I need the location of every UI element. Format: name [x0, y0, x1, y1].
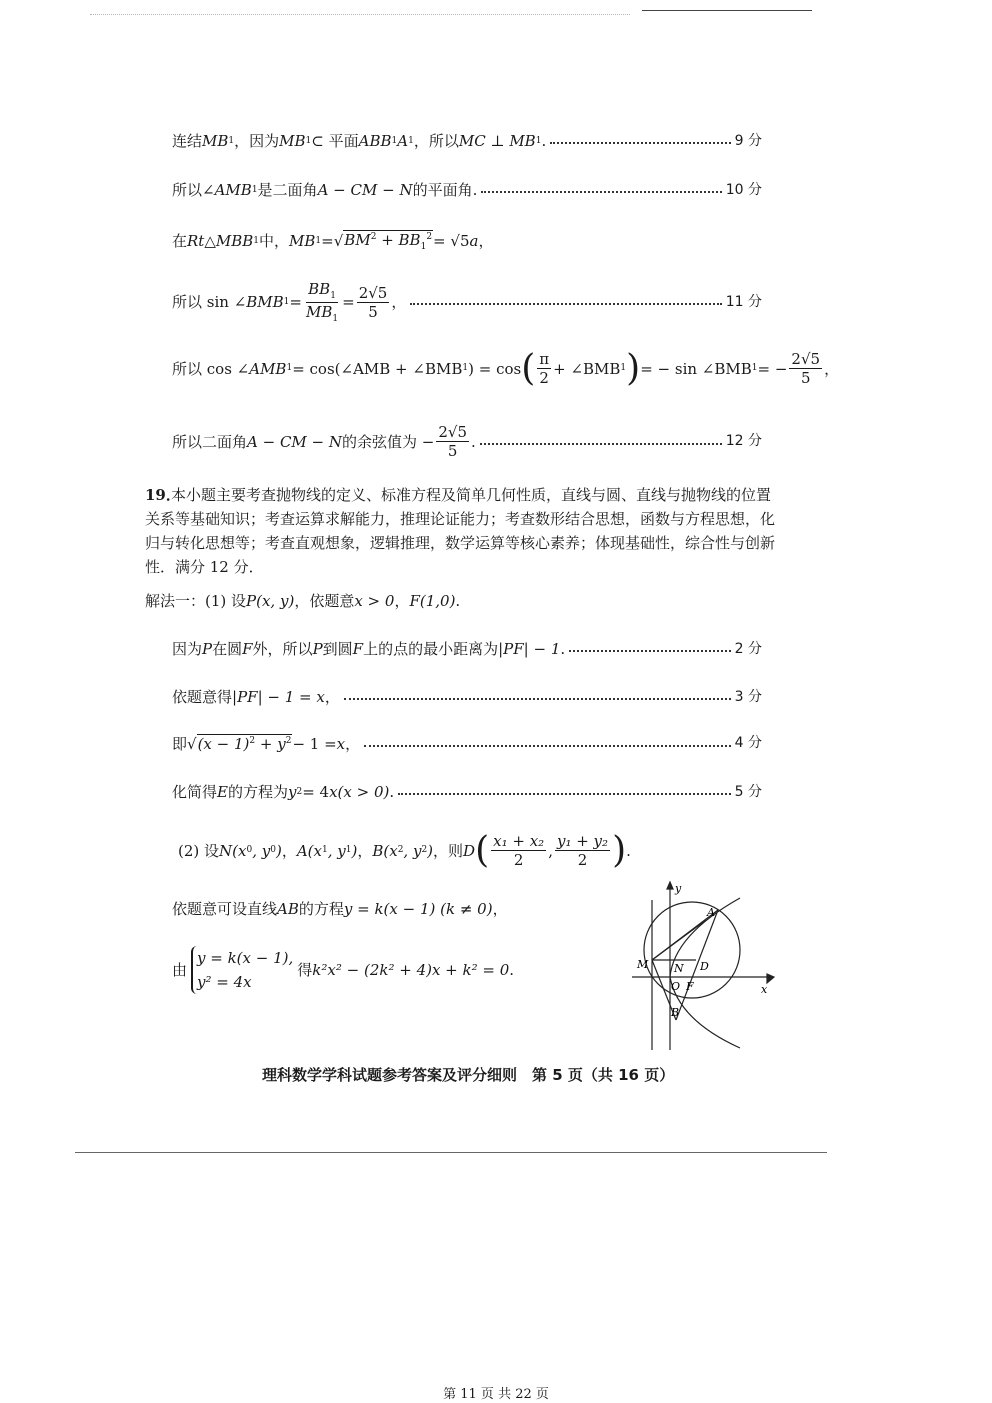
sub: 1: [305, 135, 312, 146]
sub: 1: [462, 363, 469, 374]
segment-md: [652, 920, 706, 960]
step-line-cosine-value: [172, 423, 762, 460]
math: MC ⊥ MB: [458, 132, 536, 150]
text: ，: [391, 293, 407, 312]
denominator: 2: [539, 369, 549, 387]
denominator: MB: [305, 302, 333, 321]
leader-dots: [398, 793, 730, 795]
text: .: [560, 640, 566, 658]
math: |PF| − 1 = x: [232, 688, 325, 706]
fraction: [436, 423, 469, 460]
score-label: 4 分: [734, 735, 762, 752]
text: 所以: [172, 181, 203, 199]
left-paren: (: [521, 347, 536, 389]
label-x: x: [761, 983, 768, 996]
math: D: [463, 841, 476, 860]
sup: 2: [426, 232, 433, 242]
math: MB: [202, 132, 229, 150]
solution-system: [172, 946, 514, 994]
text: .: [509, 961, 515, 979]
score-label: 9 分: [734, 132, 762, 149]
sqrt-body: [343, 230, 433, 253]
score-label: 3 分: [734, 688, 762, 705]
math: k²x² − (2k² + 4)x + k² = 0: [312, 961, 510, 979]
bottom-scan-edge: [75, 1152, 827, 1153]
fraction: [304, 280, 340, 325]
text: ) = cos: [468, 359, 522, 378]
sub: 1: [391, 135, 398, 146]
text: = −: [757, 359, 788, 378]
numerator: 2√5: [358, 283, 388, 302]
sup: 2: [249, 736, 256, 746]
text: .: [389, 783, 395, 801]
label-m: M: [637, 958, 649, 971]
math: A − CM − N: [317, 181, 413, 199]
math: N(x: [219, 841, 247, 860]
top-scan-edge: [642, 10, 812, 11]
text: ，依题意: [294, 592, 355, 610]
math: F: [242, 640, 253, 658]
math: BM: [344, 231, 371, 249]
sub: 1: [330, 291, 336, 301]
equation: y² = 4x: [197, 973, 252, 991]
math: P(x, y): [246, 592, 295, 610]
text: 的方程为: [227, 783, 288, 801]
text: 在圆: [212, 640, 243, 658]
math: , y: [252, 841, 271, 860]
text: 是二面角: [257, 181, 318, 199]
text: ，则: [433, 841, 464, 860]
math: P: [312, 640, 323, 658]
text: 的平面角.: [412, 181, 478, 199]
fraction: [537, 350, 551, 387]
text: ，: [281, 841, 297, 860]
solution-condition: [172, 688, 762, 706]
step-line-dihedral: [172, 181, 762, 199]
text: 依题意得: [172, 688, 233, 706]
leader-dots: [569, 650, 730, 652]
text: ，: [478, 232, 494, 251]
leader-dots: [410, 303, 721, 305]
text: ，: [824, 359, 840, 378]
numerator: y₁ + y₂: [556, 832, 609, 850]
math: , y: [327, 841, 346, 860]
solution-line-ab: [172, 900, 508, 918]
math: x(x > 0): [329, 783, 390, 801]
step-line-rt-triangle: [172, 230, 493, 253]
equation: y = k(x − 1),: [197, 949, 294, 967]
text: ，所以: [413, 132, 459, 150]
question-19-description: [145, 483, 785, 579]
sub: 1: [251, 184, 258, 195]
math: Rt△MBB: [187, 232, 254, 251]
score-label: 5 分: [734, 783, 762, 800]
math: B(x: [372, 841, 398, 860]
solution-part2-setup: (2) 设 N(x 0 , y 0 ) ， A(x 1 , y 1 ) ， B(x 2 , y 2 ) ，则 D ( $\frac{\text{x₁ + x₂}}{2}$ , $\frac{\text{y₁ + y₂}}{2}$ ) .: [178, 829, 631, 871]
sub: 1: [315, 236, 322, 246]
text: 即: [172, 734, 188, 753]
leader-dots: [480, 443, 722, 445]
sub: 1: [283, 296, 290, 307]
sub: 2: [397, 845, 404, 856]
page-number: 第 11 页 共 22 页: [443, 1387, 549, 1402]
text: 外，所以: [252, 640, 313, 658]
sqrt-body: [197, 734, 293, 753]
sub: 1: [420, 242, 427, 252]
label-f: F: [686, 980, 694, 993]
text: 上的点的最小距离为: [363, 640, 499, 658]
math: A − CM − N: [247, 432, 343, 451]
leader-dots: [481, 191, 721, 193]
sub: 1: [620, 363, 627, 374]
question-number: 19．: [145, 486, 181, 504]
math: MB: [289, 232, 316, 251]
text: 因为: [172, 640, 203, 658]
text: 的余弦值为 −: [342, 432, 435, 451]
denominator: 2: [577, 851, 588, 869]
text: =: [321, 232, 334, 251]
numerator: BB: [308, 280, 331, 298]
leader-dots: [344, 698, 731, 700]
text: (2) 设: [178, 841, 220, 860]
label-n: N: [674, 962, 684, 975]
text: .: [626, 841, 631, 860]
text: − 1 =: [292, 734, 337, 753]
text: 所以二面角: [172, 432, 248, 451]
sub: 1: [408, 135, 414, 146]
leader-dots: [364, 745, 730, 747]
math: A(x: [296, 841, 322, 860]
text: =: [289, 293, 302, 312]
text: ，: [357, 841, 373, 860]
score-label: 11 分: [725, 293, 762, 310]
sub: 0: [246, 845, 253, 856]
text: =: [342, 293, 355, 312]
numerator: 2√5: [438, 423, 468, 441]
sub: 1: [228, 135, 235, 146]
sqrt-symbol: √: [333, 232, 344, 251]
math: x > 0: [354, 592, 395, 610]
y-axis-arrow: [667, 882, 673, 889]
text: 化简得: [172, 783, 218, 801]
right-paren: ): [626, 347, 641, 389]
text: ，: [324, 688, 340, 706]
question-text: 本小题主要考查抛物线的定义、标准方程及简单几何性质，直线与圆、直线与抛物线的位置关系等基础知识；考查运算求解能力，推理论证能力；考查数形结合思想，函数与方程思想，化归与转化思想等；考查直观想象，逻辑推理，数学运算等核心素养；体现基础性，综合性与创新性．满分 12 分．: [145, 486, 776, 576]
math: F(1,0): [409, 592, 456, 610]
sub: 1: [332, 313, 339, 324]
text: ，: [492, 900, 508, 918]
fraction: [357, 284, 390, 321]
math: (x − 1): [197, 735, 250, 753]
text: .: [541, 132, 547, 150]
sup: 2: [285, 736, 292, 746]
text: 所以 sin ∠: [172, 293, 247, 312]
math: y: [287, 783, 297, 801]
math: BMB: [246, 293, 284, 312]
text: 解法一：(1) 设: [145, 592, 247, 610]
step-line-mb1: [172, 132, 762, 150]
left-paren: (: [475, 829, 490, 871]
text: 由: [172, 961, 188, 979]
math: x: [336, 734, 346, 753]
label-y: y: [675, 882, 682, 895]
equation-system: [191, 946, 293, 994]
math: AB: [277, 900, 299, 918]
sub: 1: [253, 236, 260, 246]
math: ABB: [358, 132, 392, 150]
label-d: D: [700, 960, 709, 973]
text: + ∠BMB: [553, 359, 621, 378]
solution-part1-setup: [145, 592, 460, 610]
text: ，因为: [234, 132, 280, 150]
numerator: π: [539, 350, 550, 368]
sub: 1: [345, 845, 352, 856]
text: 所以 cos ∠: [172, 359, 250, 378]
math: P: [202, 640, 213, 658]
denominator: 5: [447, 442, 458, 460]
math: ): [351, 841, 358, 860]
sub: 1: [751, 363, 758, 374]
sub: 1: [286, 363, 293, 374]
x-axis-arrow: [767, 974, 774, 983]
text: 依题意可设直线: [172, 900, 278, 918]
label-a: A: [707, 906, 715, 919]
label-o: O: [671, 980, 681, 993]
fraction: [789, 350, 822, 387]
denominator: 5: [368, 302, 378, 321]
math: , y: [403, 841, 422, 860]
right-paren: ): [612, 829, 627, 871]
math: + y: [255, 735, 286, 753]
text: 的方程: [298, 900, 344, 918]
text: 中，: [259, 232, 290, 251]
text: 到圆: [322, 640, 353, 658]
sup: 2: [370, 232, 377, 242]
text: .: [471, 432, 476, 451]
text: = √5: [433, 232, 470, 251]
math: + BB: [376, 231, 421, 249]
text: = cos(∠AMB + ∠BMB: [292, 359, 463, 378]
score-label: 2 分: [734, 640, 762, 657]
step-line-cos: [172, 347, 840, 389]
label-b: B: [671, 1006, 680, 1019]
leader-dots: [550, 142, 730, 144]
math: ∠AMB: [202, 181, 252, 199]
text: .: [455, 592, 461, 610]
fraction: [555, 832, 610, 869]
footer-title: 理科数学学科试题参考答案及评分细则 第 5 页（共 16 页）: [262, 1066, 675, 1084]
score-label: 12 分: [725, 433, 762, 450]
text: = − sin ∠BMB: [640, 359, 752, 378]
sub: 0: [270, 845, 276, 856]
denominator: 5: [800, 369, 811, 387]
math: ): [275, 841, 282, 860]
text: ⊂ 平面: [311, 132, 359, 150]
solution-min-distance: [172, 640, 762, 658]
math: ): [427, 841, 434, 860]
sub: 2: [421, 845, 428, 856]
step-line-sin: [172, 280, 762, 325]
math: MB: [279, 132, 306, 150]
numerator: 2√5: [791, 350, 821, 368]
fraction: [491, 832, 546, 869]
text: 连结: [172, 132, 203, 150]
sup: 2: [296, 786, 303, 797]
math: A: [397, 132, 409, 150]
text: = 4: [302, 783, 330, 801]
denominator: 2: [513, 851, 524, 869]
sqrt-symbol: √: [187, 734, 197, 753]
sub: 1: [321, 845, 328, 856]
math: y = k(x − 1) (k ≠ 0): [343, 900, 493, 918]
parabola-circle-figure: [622, 880, 782, 1055]
sub: 1: [535, 135, 542, 146]
solution-equation: [172, 734, 762, 753]
score-label: 10 分: [725, 181, 762, 198]
math: |PF| − 1: [498, 640, 561, 658]
math: E: [217, 783, 228, 801]
top-scan-noise: [90, 14, 630, 15]
text: 得: [297, 961, 313, 979]
math: a: [469, 232, 479, 251]
math: AMB: [249, 359, 287, 378]
solution-curve-e: [172, 783, 762, 801]
text: ，: [394, 592, 410, 610]
math: F: [352, 640, 364, 658]
numerator: x₁ + x₂: [493, 832, 545, 850]
text: ，: [345, 734, 361, 753]
text: 在: [172, 232, 188, 251]
